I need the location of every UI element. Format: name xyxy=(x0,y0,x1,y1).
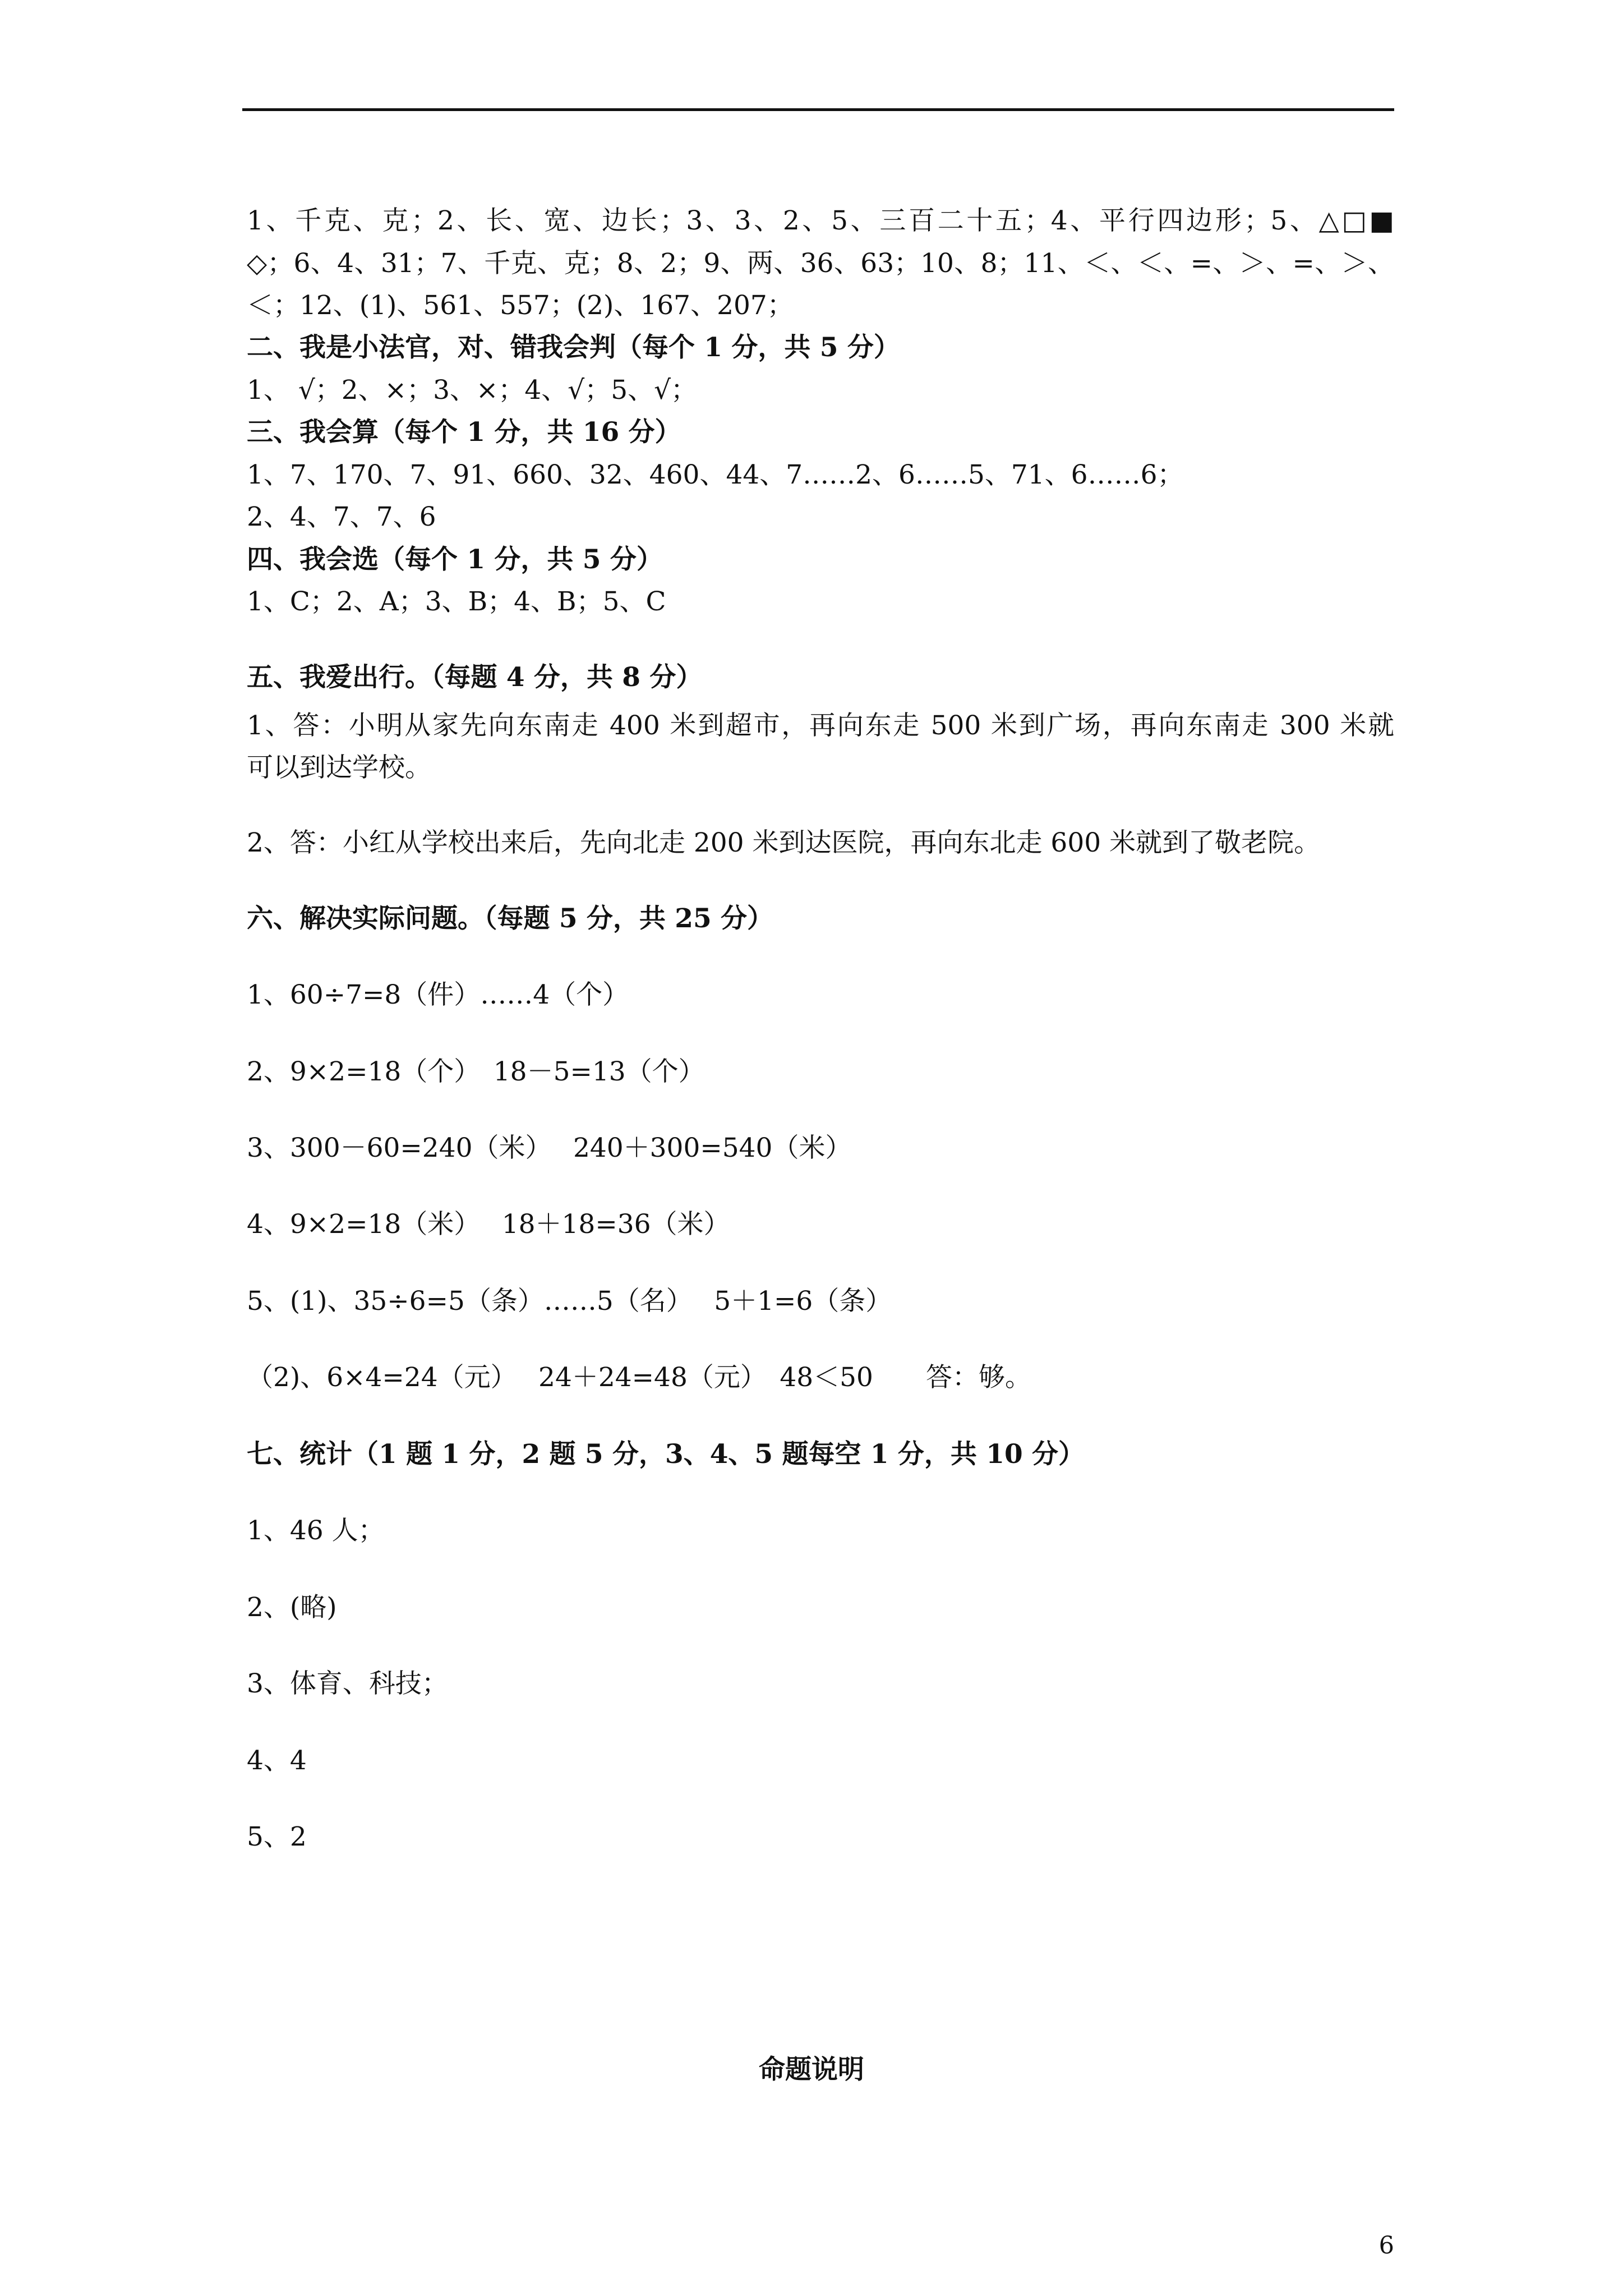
section5-heading: 五、我爱出行。（每题 4 分，共 8 分） xyxy=(247,662,703,693)
section6-item3: 3、300－60=240（米） 240＋300=540（米） xyxy=(247,1133,852,1163)
section6-item2: 2、9×2=18（个） 18－5=13（个） xyxy=(247,1056,705,1087)
section5-item1-line2: 可以到达学校。 xyxy=(247,752,431,783)
section5-item1-line1: 1、答：小明从家先向东南走 400 米到超市，再向东走 500 米到广场，再向东南走 300 米就 xyxy=(247,710,1394,741)
section2-answers: 1、 √；2、×；3、×；4、√；5、√； xyxy=(247,375,698,406)
section1-line2: ◇；6、4、31；7、千克、克；8、2；9、两、36、63；10、8；11、＜、＜、=、＞、=、＞、 xyxy=(247,248,1394,279)
section6-item1: 1、60÷7=8（件）……4（个） xyxy=(247,979,629,1010)
header-rule xyxy=(242,108,1394,111)
section7-item5: 5、2 xyxy=(247,1821,307,1852)
section1-line3: ＜；12、(1)、561、557；(2)、167、207； xyxy=(247,290,794,321)
page-number: 6 xyxy=(1378,2231,1394,2260)
section3-heading: 三、我会算（每个 1 分，共 16 分） xyxy=(247,417,681,448)
section5-item2: 2、答：小红从学校出来后，先向北走 200 米到达医院，再向东北走 600 米就到了敬老院。 xyxy=(247,827,1321,858)
section2-heading: 二、我是小法官，对、错我会判（每个 1 分，共 5 分） xyxy=(247,332,900,363)
section7-item2: 2、(略) xyxy=(247,1592,337,1623)
section7-item3: 3、体育、科技； xyxy=(247,1668,448,1699)
section4-answers: 1、C；2、A；3、B；4、B；5、C xyxy=(247,586,666,617)
section6-item5a: 5、(1)、35÷6=5（条）……5（名） 5＋1=6（条） xyxy=(247,1286,892,1317)
section6-item5b: （2)、6×4=24（元） 24＋24=48（元） 48＜50 答：够。 xyxy=(247,1362,1031,1393)
section7-item4: 4、4 xyxy=(247,1745,307,1776)
section6-item4: 4、9×2=18（米） 18＋18=36（米） xyxy=(247,1209,730,1240)
section1-line1: 1、千克、克；2、长、宽、边长；3、3、2、5、三百二十五；4、平行四边形；5、△□■ xyxy=(247,205,1394,236)
section7-item1: 1、46 人； xyxy=(247,1515,385,1546)
section6-heading: 六、解决实际问题。（每题 5 分，共 25 分） xyxy=(247,903,774,934)
section3-line1: 1、7、170、7、91、660、32、460、44、7……2、6……5、71、6……6； xyxy=(247,459,1184,490)
section4-heading: 四、我会选（每个 1 分，共 5 分） xyxy=(247,544,663,575)
section3-line2: 2、4、7、7、6 xyxy=(247,501,436,532)
section7-heading: 七、统计（1 题 1 分，2 题 5 分，3、4、5 题每空 1 分，共 10 分） xyxy=(247,1439,1085,1470)
closing-title: 命题说明 xyxy=(759,2054,864,2085)
